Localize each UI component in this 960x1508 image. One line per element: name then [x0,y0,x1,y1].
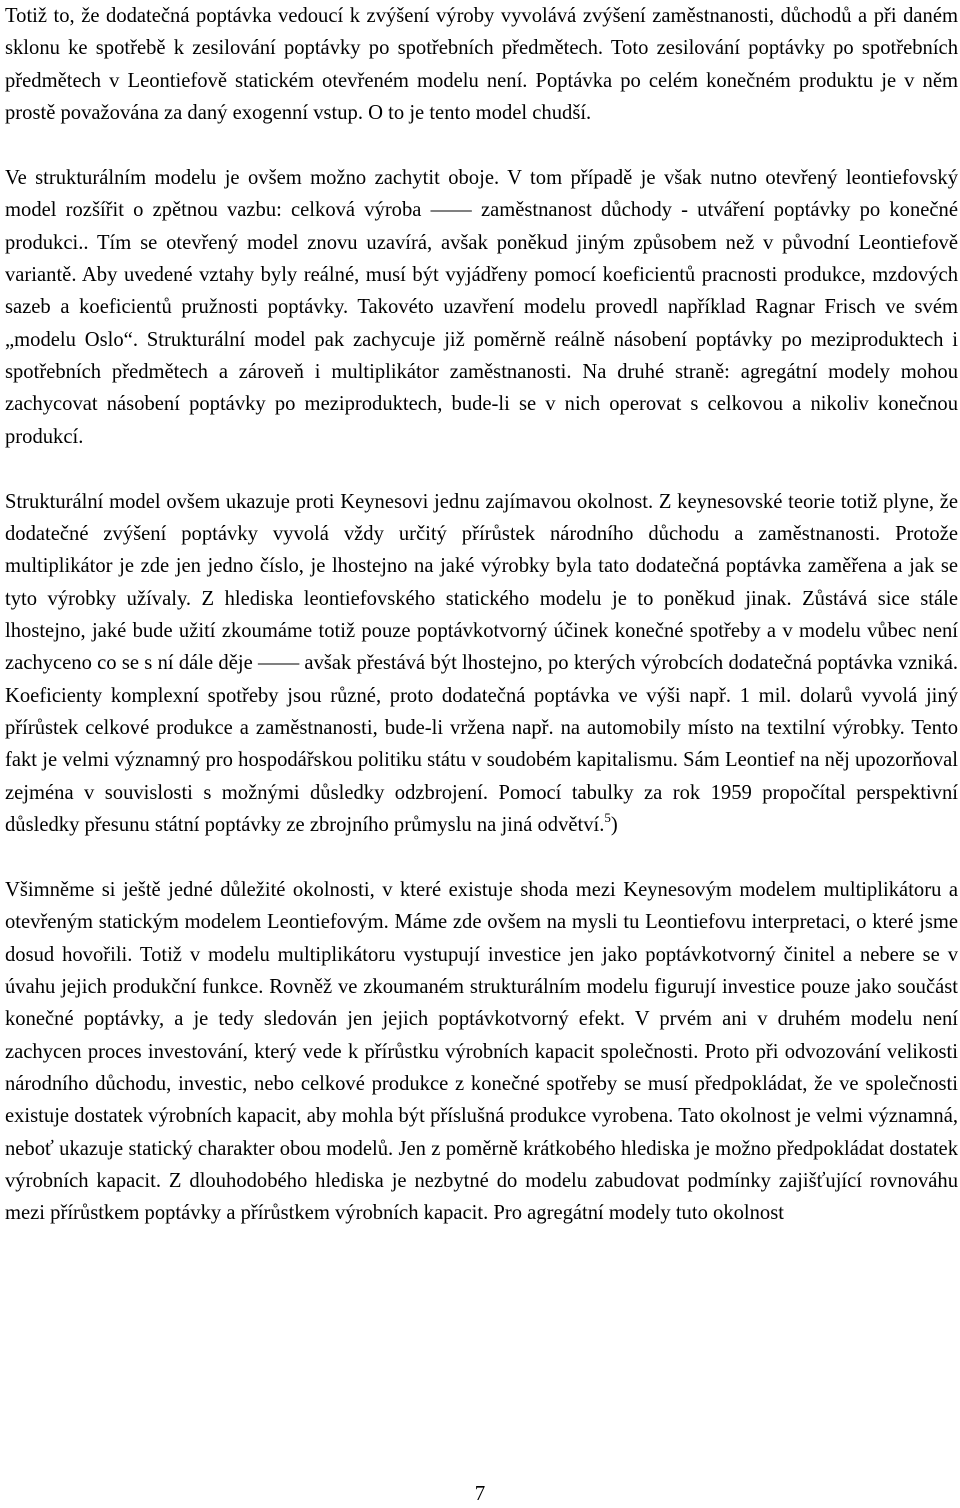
document-body [5,0,958,1229]
paragraph-4: Všimněme si ještě jedné důležité okolnosti, v které existuje shoda mezi Keynesovým modelem multiplikátoru a otevřeným statickým modelem Leontiefovým. Máme zde ovšem na mysli tu Leontiefovu interpretaci, o které jsme dosud hovořili. Totiž v modelu multiplikátoru vystupují investice jen jako poptávkotvorný činitel a nebere se v úvahu jejich produkční funkce. Rovněž ve zkoumaném strukturálním modelu figurují investice pouze jako součást konečné poptávky, a je tedy sledován jen jejich poptávkotvorný efekt. V prvém ani v druhém modelu není zachycen proces investování, který vede k přírůstku výrobních kapacit společnosti. Proto při odvozování velikosti národního důchodu, investic, nebo celkové produkce z konečné spotřeby se musí předpokládat, že ve společnosti existuje dostatek výrobních kapacit, aby mohla být příslušná produkce vyrobena. Tato okolnost je velmi významná, neboť ukazuje statický charakter obou modelů. Jen z poměrně krátkobého hlediska je možno předpokládat dostatek výrobních kapacit. Z dlouhodobého hlediska je nezbytné do modelu zabudovat podmínky zajišťující rovnováhu mezi přírůstkem poptávky a přírůstkem výrobních kapacit. Pro agregátní modely tuto okolnost [5,879,958,1225]
footnote-mark: 5 [604,809,611,825]
paragraph-2: Ve strukturálním modelu je ovšem možno zachytit oboje. V tom případě je však nutno otevřený leontiefovský model rozšířit o zpětnou vazbu: celková výroba —— zaměstnanost důchody - utváření poptávky po konečné produkci.. Tím se otevřený model znovu uzavírá, avšak poněkud jiným způsobem než v původní Leontiefově variantě. Aby uvedené vztahy byly reálné, musí být vyjádřeny pomocí koeficientů pracnosti produkce, mzdových sazeb a koeficientů pružnosti poptávky. Takovéto uzavření modelu provedl například Ragnar Frisch ve svém „modelu Oslo“. Strukturální model pak zachycuje již poměrně reálně násobení poptávky po meziproduktech i spotřebních předmětech a zároveň i multiplikátor zaměstnanosti. Na druhé straně: agregátní modely mohou zachycovat násobení poptávky po meziproduktech, bude-li se v nich operovat s celkovou a nikoliv konečnou produkcí. [5,167,958,448]
page-number: 7 [474,1481,486,1505]
paragraph-1: Totiž to, že dodatečná poptávka vedoucí k zvýšení výroby vyvolává zvýšení zaměstnanosti, důchodů a při daném sklonu ke spotřebě k zesilování poptávky po spotřebních předmětech. Toto zesilování poptávky po spotřebních předmětech v Leontiefově statickém otevřeném modelu není. Poptávka po celém konečném produktu je v něm prostě považována za daný exogenní vstup. O to je tento model chudší. [5,5,958,124]
paragraph-3 [5,486,958,841]
paragraph-3-text: Strukturální model ovšem ukazuje proti Keynesovi jednu zajímavou okolnost. Z keynesovské teorie totiž plyne, že dodatečné zvýšení poptávky vyvolá vždy určitý přírůstek národního důchodu a zaměstnanosti. Protože multiplikátor je zde jen jedno číslo, je lhostejno na jaké výrobky byla tato dodatečná poptávka zaměřena a jak se tyto výrobky užívaly. Z hlediska leontiefovského statického modelu je to poněkud jinak. Zůstává sice stále lhostejno, jaké bude užití zkoumáme totiž pouze poptávkotvorný účinek konečné spotřeby a v modelu vůbec není zachyceno co se s ní dále děje —— avšak přestává být lhostejno, po kterých výrobcích dodatečná poptávka vzniká. Koeficienty komplexní spotřeby jsou různé, proto dodatečná poptávka ve výši např. 1 mil. dolarů vyvolá jiný přírůstek celkové produkce a zaměstnanosti, bude-li vržena např. na automobily místo na textilní výrobky. Tento fakt je velmi významný pro hospodářskou politiku státu v soudobém kapitalismu. Sám Leontief na něj upozorňoval zejména v souvislosti s možnými důsledky odzbrojení. Pomocí tabulky za rok 1959 propočítal perspektivní důsledky přesunu státní poptávky ze zbrojního průmyslu na jiná odvětví. [5,490,958,836]
footnote-close: ) [610,813,618,836]
